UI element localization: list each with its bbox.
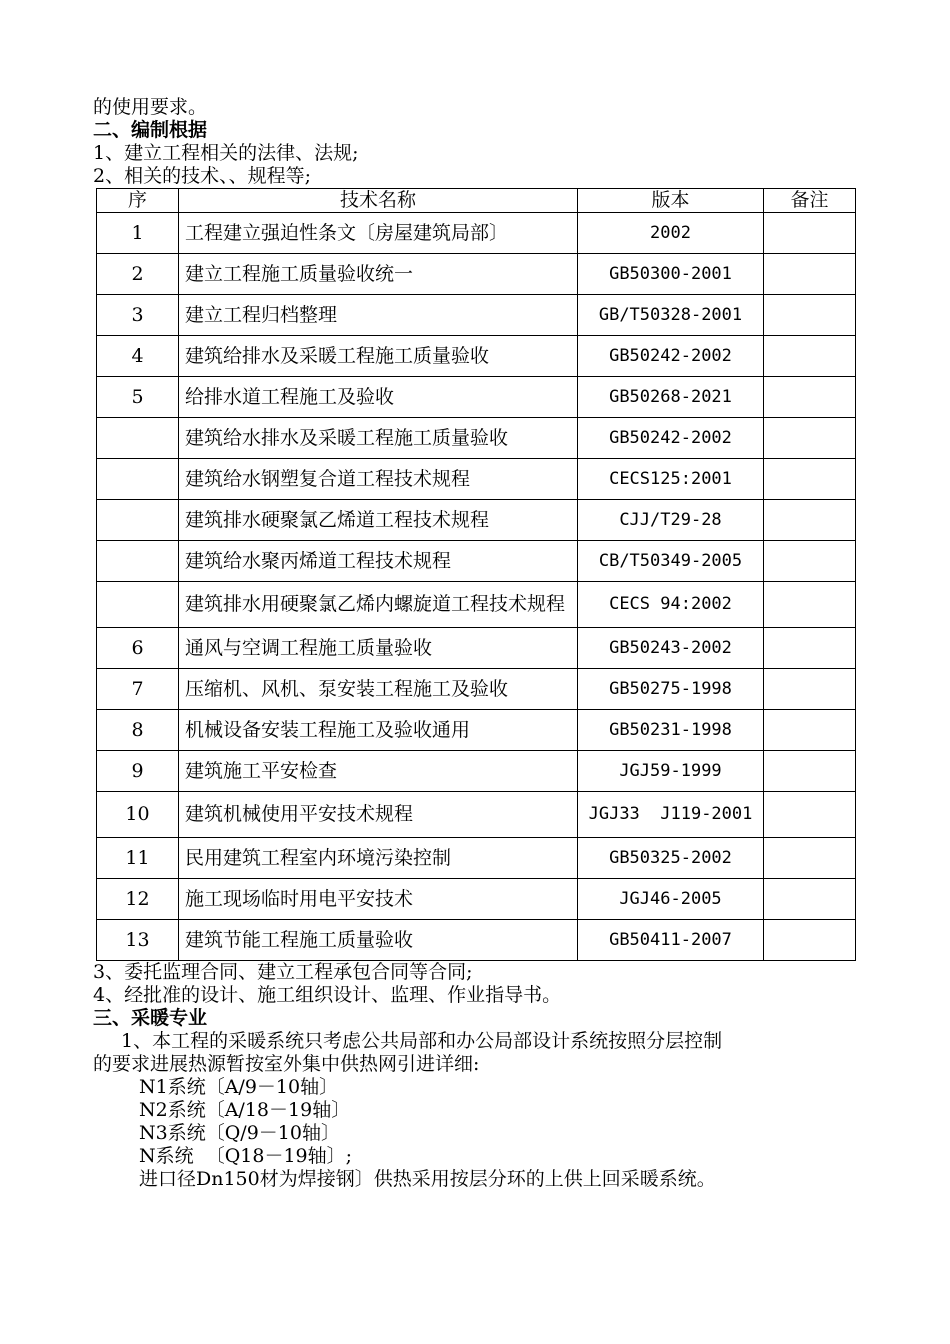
cell-name: 机械设备安装工程施工及验收通用: [179, 710, 578, 751]
table-row: [97, 920, 856, 961]
table-row: [97, 710, 856, 751]
table-row: [97, 628, 856, 669]
table-row: [97, 295, 856, 336]
cell-name: 建筑施工平安检查: [179, 751, 578, 792]
table-row: [97, 582, 856, 628]
cell-name: 建立工程归档整理: [179, 295, 578, 336]
cell-note: [764, 920, 856, 961]
cell-name: 建筑排水用硬聚氯乙烯内螺旋道工程技术规程: [179, 582, 578, 628]
cell-name: 建筑节能工程施工质量验收: [179, 920, 578, 961]
cell-version: JGJ59-1999: [578, 751, 764, 792]
table-row: [97, 459, 856, 500]
basis-item-4: 4、经批准的设计、施工组织设计、监理、作业指导书。: [93, 984, 562, 1006]
cell-no: [97, 541, 179, 582]
cell-no: 5: [97, 377, 179, 418]
table-row: [97, 792, 856, 838]
cell-version: GB50275-1998: [578, 669, 764, 710]
header-version: 版本: [578, 189, 764, 213]
cell-version: GB50411-2007: [578, 920, 764, 961]
cell-note: [764, 792, 856, 838]
cell-note: [764, 418, 856, 459]
cell-no: 8: [97, 710, 179, 751]
cell-version: CB/T50349-2005: [578, 541, 764, 582]
cell-name: 建筑给水排水及采暖工程施工质量验收: [179, 418, 578, 459]
cell-name: 民用建筑工程室内环境污染控制: [179, 838, 578, 879]
heating-paragraph-line2: 的要求进展热源暂按室外集中供热网引进详细:: [93, 1053, 480, 1075]
cell-no: 11: [97, 838, 179, 879]
cell-note: [764, 838, 856, 879]
cell-name: 建筑机械使用平安技术规程: [179, 792, 578, 838]
table-row: [97, 541, 856, 582]
cell-version: GB50242-2002: [578, 336, 764, 377]
cell-note: [764, 628, 856, 669]
header-note: 备注: [764, 189, 856, 213]
cell-note: [764, 710, 856, 751]
standards-table: [96, 188, 856, 961]
system-n2: N2系统〔A/18－19轴〕: [139, 1099, 351, 1121]
cell-no: 10: [97, 792, 179, 838]
table-row: [97, 838, 856, 879]
cell-name: 建筑排水硬聚氯乙烯道工程技术规程: [179, 500, 578, 541]
cell-note: [764, 295, 856, 336]
basis-item-1: 1、建立工程相关的法律、法规;: [93, 142, 359, 164]
cell-no: [97, 500, 179, 541]
cell-note: [764, 582, 856, 628]
basis-item-3: 3、委托监理合同、建立工程承包合同等合同;: [93, 961, 473, 983]
cell-no: 12: [97, 879, 179, 920]
cell-no: [97, 418, 179, 459]
cell-version: GB/T50328-2001: [578, 295, 764, 336]
cell-version: CECS125:2001: [578, 459, 764, 500]
cell-no: 2: [97, 254, 179, 295]
cell-name: 压缩机、风机、泵安装工程施工及验收: [179, 669, 578, 710]
cell-name: 工程建立强迫性条文〔房屋建筑局部〕: [179, 213, 578, 254]
header-name: 技术名称: [179, 189, 578, 213]
cell-version: GB50243-2002: [578, 628, 764, 669]
cell-no: [97, 459, 179, 500]
cell-version: 2002: [578, 213, 764, 254]
table-row: [97, 669, 856, 710]
cell-name: 建筑给水聚丙烯道工程技术规程: [179, 541, 578, 582]
cell-note: [764, 336, 856, 377]
section-heading-3: 三、采暖专业: [93, 1007, 208, 1029]
cell-no: 3: [97, 295, 179, 336]
table-row: [97, 377, 856, 418]
cell-note: [764, 500, 856, 541]
cell-note: [764, 213, 856, 254]
header-no: 序: [97, 189, 179, 213]
table-header-row: [97, 189, 856, 213]
cell-name: 给排水道工程施工及验收: [179, 377, 578, 418]
cell-version: GB50325-2002: [578, 838, 764, 879]
heating-last-line: 进口径Dn150材为焊接钢〕供热采用按层分环的上供上回采暖系统。: [139, 1168, 716, 1190]
cell-version: GB50231-1998: [578, 710, 764, 751]
cell-no: 1: [97, 213, 179, 254]
table-row: [97, 254, 856, 295]
cell-note: [764, 254, 856, 295]
cell-version: JGJ46-2005: [578, 879, 764, 920]
cell-note: [764, 751, 856, 792]
cell-no: 7: [97, 669, 179, 710]
cell-name: 施工现场临时用电平安技术: [179, 879, 578, 920]
cell-version: GB50300-2001: [578, 254, 764, 295]
system-n1: N1系统〔A/9－10轴〕: [139, 1076, 339, 1098]
system-n: N系统 〔Q18－19轴〕;: [139, 1145, 353, 1167]
cell-no: 13: [97, 920, 179, 961]
section-heading-2: 二、编制根据: [93, 119, 208, 141]
table-row: [97, 879, 856, 920]
cell-version: GB50242-2002: [578, 418, 764, 459]
cell-note: [764, 879, 856, 920]
cell-no: 6: [97, 628, 179, 669]
system-n3: N3系统〔Q/9－10轴〕: [139, 1122, 340, 1144]
cell-name: 建筑给排水及采暖工程施工质量验收: [179, 336, 578, 377]
cell-no: 4: [97, 336, 179, 377]
table-row: [97, 500, 856, 541]
cell-name: 通风与空调工程施工质量验收: [179, 628, 578, 669]
table-row: [97, 418, 856, 459]
cell-no: [97, 582, 179, 628]
cell-name: 建立工程施工质量验收统一: [179, 254, 578, 295]
cell-version: JGJ33 J119-2001: [578, 792, 764, 838]
cell-note: [764, 669, 856, 710]
cell-note: [764, 377, 856, 418]
document-page: [93, 96, 855, 1191]
heating-paragraph-line1: 1、本工程的采暖系统只考虑公共局部和办公局部设计系统按照分层控制: [121, 1030, 723, 1052]
cell-version: CECS 94:2002: [578, 582, 764, 628]
table-row: [97, 336, 856, 377]
cell-version: GB50268-2021: [578, 377, 764, 418]
cell-no: 9: [97, 751, 179, 792]
intro-line: 的使用要求。: [93, 96, 208, 118]
cell-note: [764, 459, 856, 500]
table-row: [97, 751, 856, 792]
cell-version: CJJ/T29-28: [578, 500, 764, 541]
basis-item-2: 2、相关的技术、、规程等;: [93, 165, 311, 187]
cell-name: 建筑给水钢塑复合道工程技术规程: [179, 459, 578, 500]
table-row: [97, 213, 856, 254]
cell-note: [764, 541, 856, 582]
